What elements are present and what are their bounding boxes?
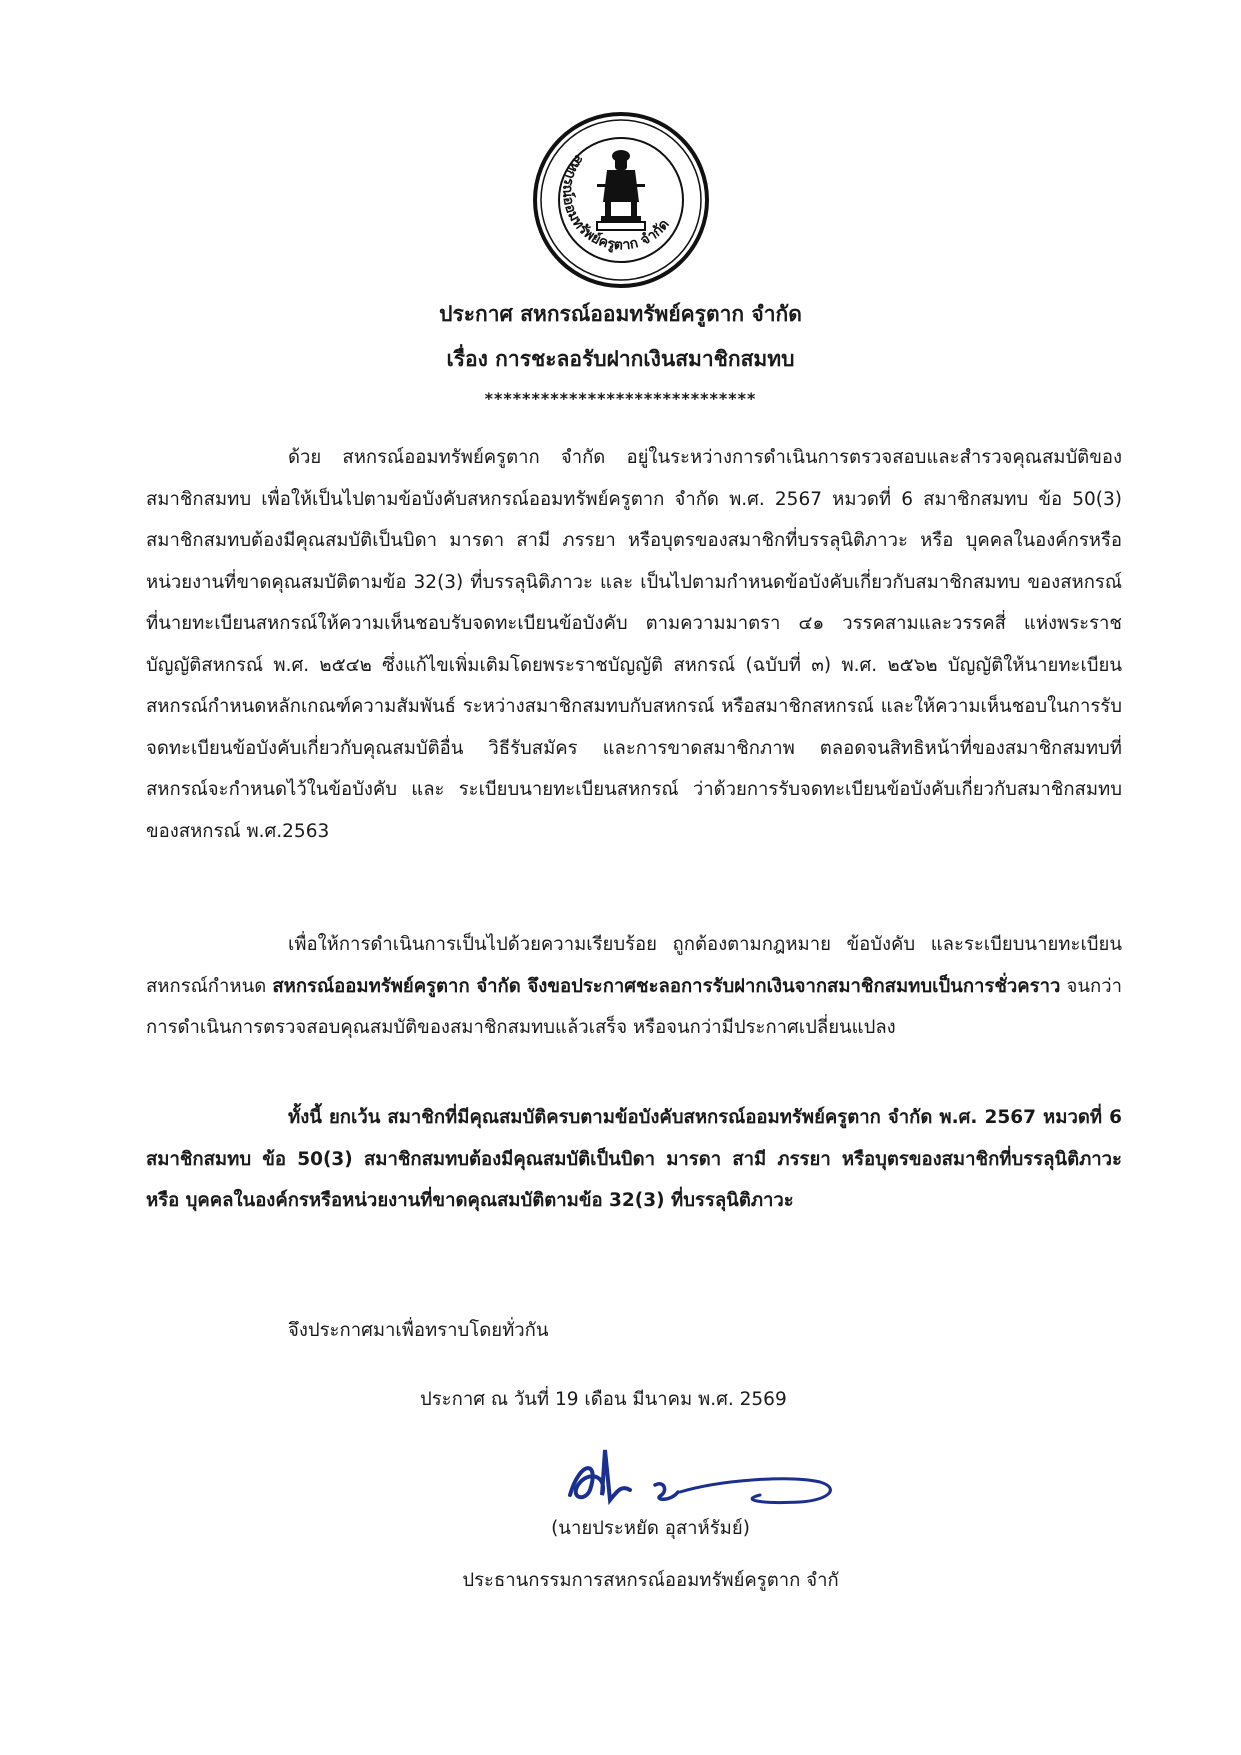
seal-text: สหกรณ์ออมทรัพย์ครูตาก จำกัด	[559, 151, 673, 254]
signer-position: ประธานกรรมการสหกรณ์ออมทรัพย์ครูตาก จำกั	[462, 1570, 839, 1591]
body-paragraph-3-exception	[146, 1097, 1122, 1222]
paragraph-2-bold-notice: สหกรณ์ออมทรัพย์ครูตาก จำกัด จึงขอประกาศชะลอการรับฝากเงินจากสมาชิกสมทบเป็นการชั่วคราว	[272, 975, 1061, 997]
announcement-date: ประกาศ ณ วันที่ 19 เดือน มีนาคม พ.ศ. 2569	[420, 1389, 787, 1410]
paragraph-2-text-end: จนกว่าการดำเนินการตรวจสอบคุณสมบัติของสมาชิกสมทบแล้วเสร็จ หรือจนกว่ามีประกาศเปลี่ยนแปลง	[146, 975, 1122, 1038]
closing-statement: จึงประกาศมาเพื่อทราบโดยทั่วกัน	[288, 1320, 549, 1341]
announcement-subject: เรื่อง การชะลอรับฝากเงินสมาชิกสมทบ	[446, 347, 795, 371]
signer-name: (นายประหยัด อุสาห์รัมย์)	[551, 1518, 750, 1539]
handwritten-signature	[560, 1440, 860, 1520]
body-paragraph-1	[146, 437, 1122, 852]
paragraph-1-text: ด้วย สหกรณ์ออมทรัพย์ครูตาก จำกัด อยู่ในระหว่างการดำเนินการตรวจสอบและสำรวจคุณสมบัติของสมาชิกสมทบ เพื่อให้เป็นไปตามข้อบังคับสหกรณ์ออมทรัพย์ครูตาก จำกัด พ.ศ. 2567 หมวดที่ 6 สมาชิกสมทบ ข้อ 50(3) สมาชิกสมทบต้องมีคุณสมบัติเป็นบิดา มารดา สามี ภรรยา หรือบุตรของสมาชิกที่บรรลุนิติภาวะ หรือ บุคคลในองค์กรหรือหน่วยงานที่ขาดคุณสมบัติตามข้อ 32(3) ที่บรรลุนิติภาวะ และ เป็นไปตามกำหนดข้อบังคับเกี่ยวกับสมาชิกสมทบ ของสหกรณ์ที่นายทะเบียนสหกรณ์ให้ความเห็นชอบรับจดทะเบียนข้อบังคับ ตามความมาตรา ๔๑ วรรคสามและวรรคสี่ แห่งพระราชบัญญัติสหกรณ์ พ.ศ. ๒๕๔๒ ซึ่งแก้ไขเพิ่มเติมโดยพระราชบัญญัติ สหกรณ์ (ฉบับที่ ๓) พ.ศ. ๒๕๖๒ บัญญัติให้นายทะเบียนสหกรณ์กำหนดหลักเกณฑ์ความสัมพันธ์ ระหว่างสมาชิกสมทบกับสหกรณ์ หรือสมาชิกสหกรณ์ และให้ความเห็นชอบในการรับจดทะเบียนข้อบังคับเกี่ยวกับคุณสมบัติอื่น วิธีรับสมัคร และการขาดสมาชิกภาพ ตลอดจนสิทธิหน้าที่ของสมาชิกสมทบที่สหกรณ์จะกำหนดไว้ในข้อบังคับ และ ระเบียบนายทะเบียนสหกรณ์ ว่าด้วยการรับจดทะเบียนข้อบังคับเกี่ยวกับสมาชิกสมทบของสหกรณ์ พ.ศ.2563	[146, 447, 1122, 842]
title-divider: *****************************	[484, 389, 757, 408]
paragraph-2-text-start: เพื่อให้การดำเนินการเป็นไปด้วยความเรียบร้อย ถูกต้องตามกฎหมาย ข้อบังคับ และระเบียบนายทะเบียนสหกรณ์กำหนด	[146, 934, 1122, 997]
body-paragraph-2	[146, 924, 1122, 1049]
cooperative-seal-logo	[531, 110, 711, 290]
announcement-title: ประกาศ สหกรณ์ออมทรัพย์ครูตาก จำกัด	[439, 302, 802, 326]
paragraph-3-text: ทั้งนี้ ยกเว้น สมาชิกที่มีคุณสมบัติครบตามข้อบังคับสหกรณ์ออมทรัพย์ครูตาก จำกัด พ.ศ. 2567 หมวดที่ 6 สมาชิกสมทบ ข้อ 50(3) สมาชิกสมทบต้องมีคุณสมบัติเป็นบิดา มารดา สามี ภรรยา หรือบุตรของสมาชิกที่บรรลุนิติภาวะ หรือ บุคคลในองค์กรหรือหน่วยงานที่ขาดคุณสมบัติตามข้อ 32(3) ที่บรรลุนิติภาวะ	[146, 1107, 1122, 1211]
